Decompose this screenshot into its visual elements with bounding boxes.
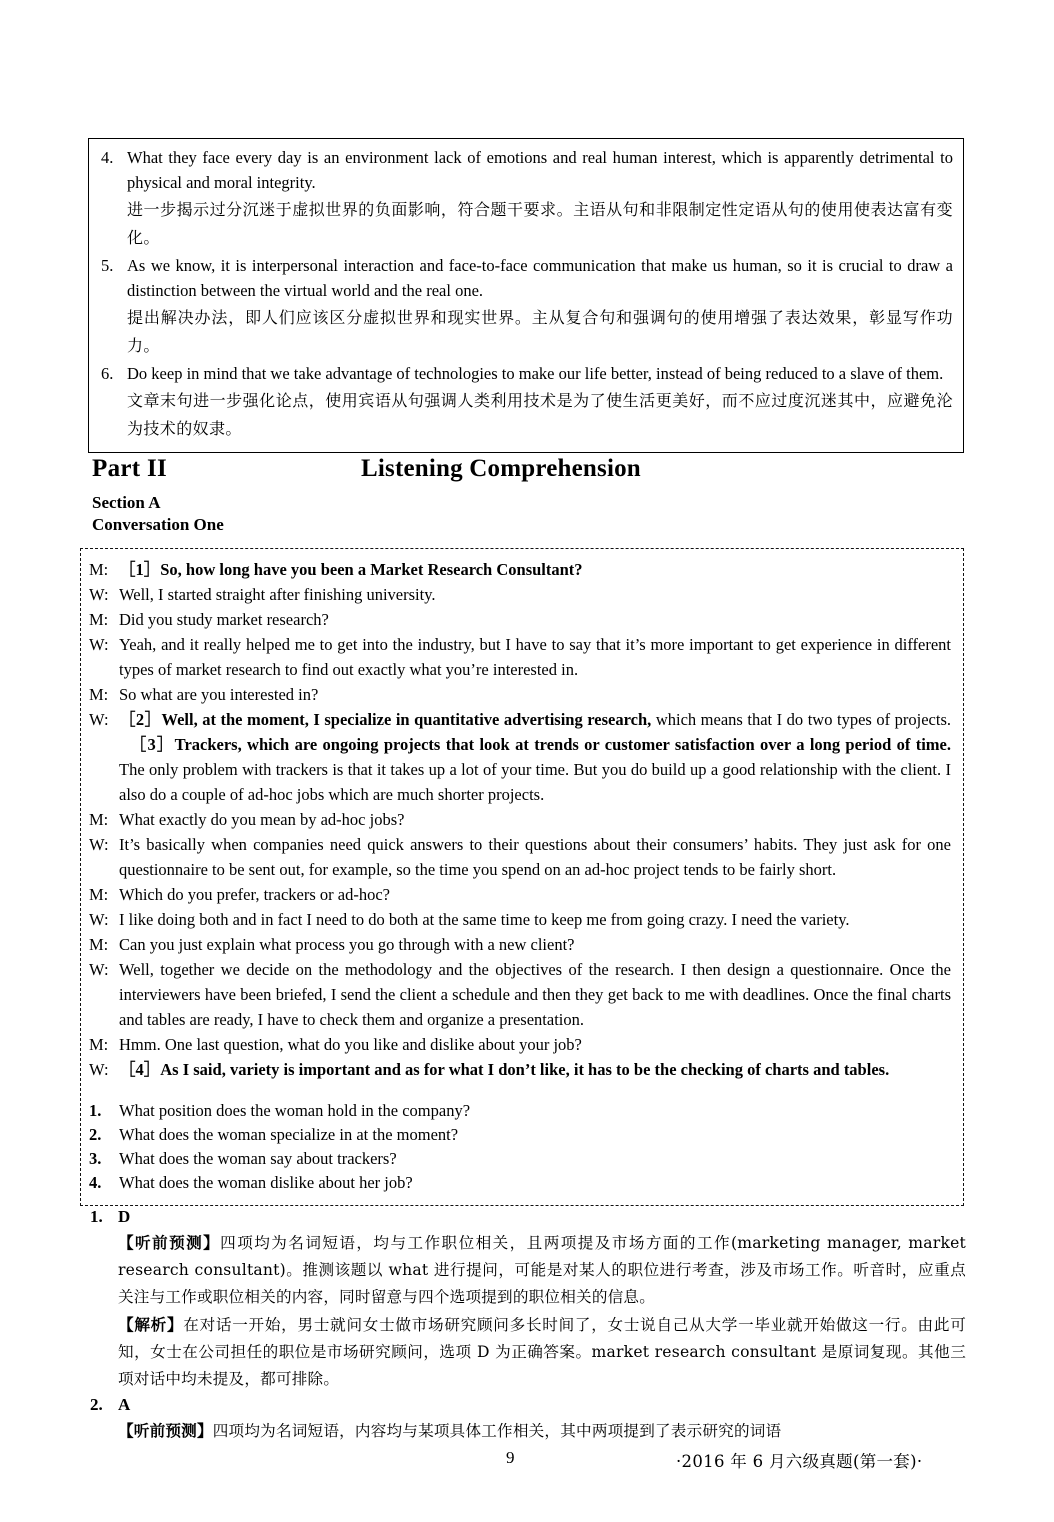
explanation-tag: 【听前预测】: [118, 1421, 213, 1440]
explanation-tag: 【听前预测】: [118, 1233, 221, 1252]
turn-text: Did you study market research?: [119, 610, 329, 629]
transcript-question: [89, 1123, 951, 1147]
section-label: Section A: [92, 493, 161, 512]
writing-comment-item: [93, 145, 953, 252]
transcript-turn: [89, 582, 951, 607]
explanation-text: 在对话一开始，男士就问女士做市场研究顾问多长时间了，女士说自己从大学一毕业就开始做这一行。由此可知，女士在公司担任的职位是市场研究顾问，选项 D 为正确答案。market research consultant 是原词复现。其他三项对话中均未提及，都可排除。: [118, 1316, 966, 1388]
transcript-turn: [89, 957, 951, 1032]
transcript-turn: [89, 1032, 951, 1057]
turn-speaker: W:: [89, 635, 109, 654]
answer-explanation: [118, 1311, 966, 1393]
footer-source: ·2016 年 6 月六级真题(第一套)·: [676, 1452, 923, 1471]
transcript-turn: [89, 607, 951, 632]
transcript-question: [89, 1147, 951, 1171]
item-chinese: 进一步揭示过分沉迷于虚拟世界的负面影响，符合题干要求。主语从句和非限制定性定语从句的使用使表达富有变化。: [127, 200, 953, 247]
part-title-row: [92, 455, 962, 483]
item-english: As we know, it is interpersonal interaction and face-to-face communication that make us human, so it is crucial to draw a distinction between the virtual world and the real one.: [127, 256, 953, 300]
transcript-turn: [89, 932, 951, 957]
explanation-text: 四项均为名词短语，均与工作职位相关，且两项提及市场方面的工作(marketing manager, market research consultant)。推测该题以 what 进行提问，可能是对某人的职位进行考查，涉及市场工作。听音时，应重点关注与工作或职位相关的内容，同时留意与四个选项提到的职位相关的信息。: [118, 1234, 966, 1306]
conversation-transcript-box: [80, 548, 964, 1206]
turn-text: ［4］As I said, variety is important and as for what I don’t like, it has to be the checking of charts and tables.: [119, 1060, 890, 1079]
item-number: 6.: [101, 364, 114, 383]
turn-speaker: W:: [89, 710, 109, 729]
turn-text: So what are you interested in?: [119, 685, 319, 704]
answer-letter: A: [118, 1395, 131, 1414]
transcript-questions: [89, 1099, 951, 1195]
turn-text: Well, together we decide on the methodology and the objectives of the research. I then design a questionnaire. Once the interviewers have been briefed, I send the client a schedule and then they get back to me with deadlines. Once the final charts and tables are ready, I have to check them and organize a presentation.: [119, 960, 951, 1029]
page-number: 9: [506, 1448, 515, 1467]
answer-letter: D: [118, 1207, 131, 1226]
turn-speaker: M:: [89, 610, 109, 629]
question-text: What does the woman dislike about her job?: [119, 1173, 413, 1192]
answer-number: 2.: [90, 1395, 103, 1414]
answer-heading: [90, 1205, 966, 1229]
question-text: What position does the woman hold in the company?: [119, 1101, 471, 1120]
transcript-turn: [89, 557, 951, 582]
turn-speaker: M:: [89, 810, 109, 829]
conversation-label: Conversation One: [92, 515, 224, 534]
turn-speaker: M:: [89, 560, 109, 579]
question-text: What does the woman say about trackers?: [119, 1149, 397, 1168]
transcript-turn: [89, 682, 951, 707]
transcript-turn: [89, 1057, 951, 1082]
turn-text: I like doing both and in fact I need to do both at the same time to keep me from going crazy. I need the variety.: [119, 910, 850, 929]
turn-speaker: W:: [89, 960, 109, 979]
turn-speaker: M:: [89, 685, 109, 704]
turn-text: Well, I started straight after finishing university.: [119, 585, 436, 604]
transcript-turn: [89, 882, 951, 907]
writing-comments-box: [88, 138, 964, 453]
transcript-turn: [89, 807, 951, 832]
turn-speaker: W:: [89, 835, 109, 854]
turn-speaker: W:: [89, 1060, 109, 1079]
part-heading: [92, 455, 962, 536]
question-number: 2.: [89, 1125, 102, 1144]
turn-text: Hmm. One last question, what do you like and dislike about your job?: [119, 1035, 582, 1054]
part-label: Part II: [92, 455, 168, 482]
item-number: 4.: [101, 148, 114, 167]
item-chinese: 文章末句进一步强化论点，使用宾语从句强调人类利用技术是为了使生活更美好，而不应过度沉迷其中，应避免沦为技术的奴隶。: [127, 391, 953, 438]
turn-text: It’s basically when companies need quick answers to their questions about their consumers’ habits. They just ask for one questionnaire to be sent out, for example, so the time you spend on an ad-hoc project tends to be fairly short.: [119, 835, 951, 879]
turn-text: ［2］Well, at the moment, I specialize in quantitative advertising research, which means that I do two types of projects. ［3］Trackers, which are ongoing projects that look at trends or customer satisfaction over a long period of time. The only problem with trackers is that it takes up a lot of your time. But you do build up a good relationship with the client. I also do a couple of ad-hoc jobs which are much shorter projects.: [119, 710, 951, 804]
answer-explanation: [118, 1229, 966, 1311]
transcript-question: [89, 1099, 951, 1123]
answer-number: 1.: [90, 1207, 103, 1226]
transcript-question: [89, 1171, 951, 1195]
turn-text: Can you just explain what process you go through with a new client?: [119, 935, 575, 954]
part-title: Listening Comprehension: [361, 455, 641, 482]
turn-speaker: M:: [89, 935, 109, 954]
turn-speaker: M:: [89, 885, 109, 904]
item-chinese: 提出解决办法，即人们应该区分虚拟世界和现实世界。主从复合句和强调句的使用增强了表达效果，彰显写作功力。: [127, 308, 953, 355]
question-number: 3.: [89, 1149, 102, 1168]
transcript-turn: [89, 907, 951, 932]
transcript-turn: [89, 832, 951, 882]
item-english: What they face every day is an environment lack of emotions and real human interest, which is apparently detrimental to physical and moral integrity.: [127, 148, 953, 192]
writing-comment-item: [93, 253, 953, 360]
question-text: What does the woman specialize in at the moment?: [119, 1125, 459, 1144]
answer-explanation: [118, 1417, 966, 1445]
page-footer: [0, 1448, 1054, 1478]
turn-speaker: M:: [89, 1035, 109, 1054]
turn-text: What exactly do you mean by ad-hoc jobs?: [119, 810, 405, 829]
writing-comment-item: [93, 361, 953, 443]
turn-speaker: W:: [89, 910, 109, 929]
turn-speaker: W:: [89, 585, 109, 604]
transcript-turn: [89, 632, 951, 682]
turn-text: Yeah, and it really helped me to get into the industry, but I have to say that it’s more important to get experience in different types of market research to find out exactly what you’re interested in.: [119, 635, 951, 679]
answer-heading: [90, 1393, 966, 1417]
explanation-tag: 【解析】: [118, 1315, 184, 1334]
transcript-turns: [89, 557, 951, 1082]
item-number: 5.: [101, 256, 114, 275]
turn-text: Which do you prefer, trackers or ad-hoc?: [119, 885, 391, 904]
question-number: 1.: [89, 1101, 102, 1120]
turn-text: ［1］So, how long have you been a Market Research Consultant?: [119, 560, 583, 579]
explanation-text: 四项均为名词短语，内容均与某项具体工作相关，其中两项提到了表示研究的词语: [212, 1422, 782, 1440]
item-english: Do keep in mind that we take advantage of technologies to make our life better, instead of being reduced to a slave of them.: [127, 364, 944, 383]
transcript-turn: [89, 707, 951, 807]
answer-explanations: [90, 1205, 966, 1445]
question-number: 4.: [89, 1173, 102, 1192]
